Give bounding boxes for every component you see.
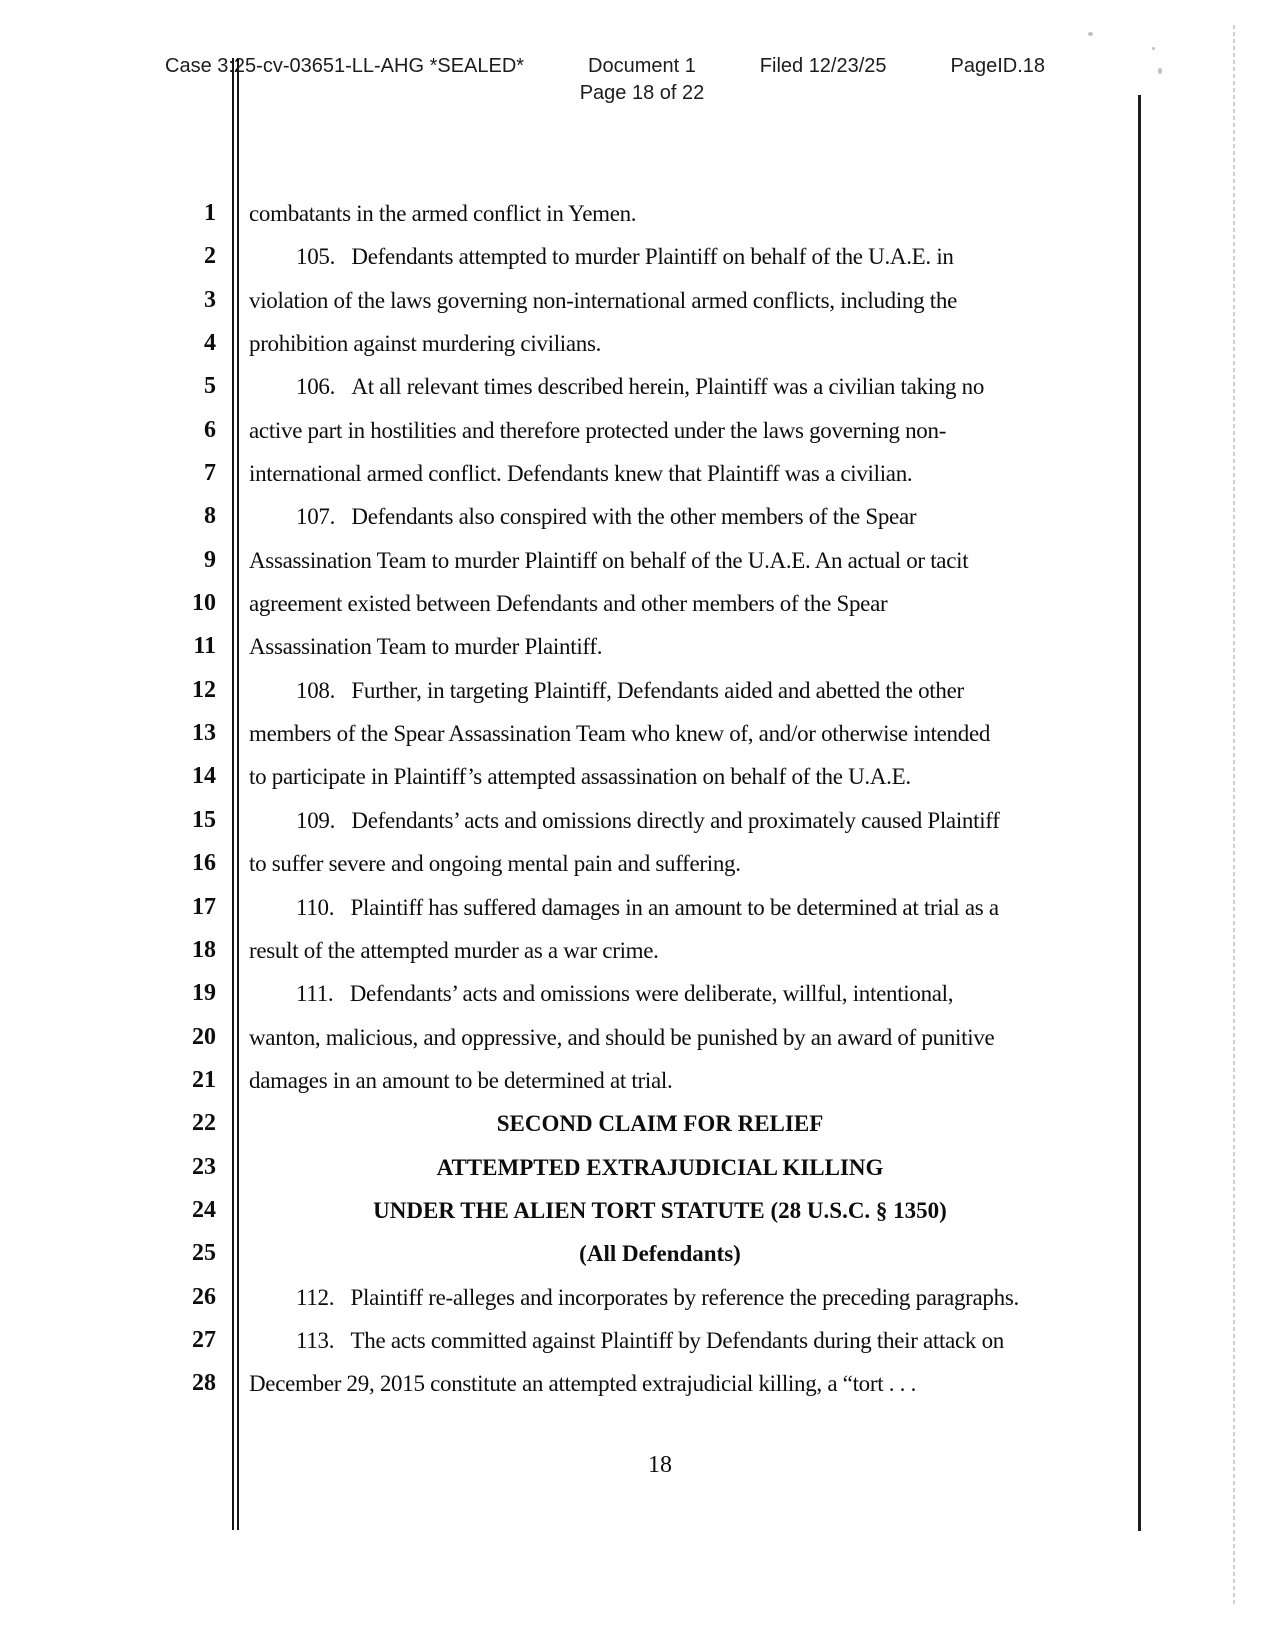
line-number: 5	[204, 373, 216, 400]
line-number: 28	[192, 1370, 216, 1397]
body-line: Assassination Team to murder Plaintiff on behalf of the U.A.E. An actual or tacit	[249, 547, 969, 573]
body-line: 110. Plaintiff has suffered damages in an amount to be determined at trial as a	[296, 894, 999, 920]
body-line: 108. Further, in targeting Plaintiff, Defendants aided and abetted the other	[296, 677, 964, 703]
line-number: 13	[192, 720, 216, 747]
line-number: 27	[192, 1326, 216, 1353]
page-number: 18	[648, 1452, 672, 1478]
body-line: damages in an amount to be determined at trial.	[249, 1067, 673, 1093]
body-line: 113. The acts committed against Plaintiff by Defendants during their attack on	[296, 1327, 1004, 1353]
page-of-label: Page 18 of 22	[579, 82, 705, 104]
body-line: agreement existed between Defendants and other members of the Spear	[249, 591, 888, 617]
line-number: 2	[204, 243, 216, 270]
line-number: 15	[192, 806, 216, 833]
body-line: active part in hostilities and therefore protected under the laws governing non-	[249, 417, 947, 443]
body-line: 107. Defendants also conspired with the other members of the Spear	[296, 504, 917, 530]
line-number: 25	[192, 1240, 216, 1267]
pleading-right-rule	[1138, 95, 1141, 1531]
body-line: 109. Defendants’ acts and omissions directly and proximately caused Plaintiff	[296, 807, 1000, 833]
line-number: 18	[192, 936, 216, 963]
scan-artifact-line	[1233, 25, 1235, 1605]
line-number-column	[148, 192, 216, 1406]
heading-line: (All Defendants)	[579, 1241, 741, 1267]
heading-line: ATTEMPTED EXTRAJUDICIAL KILLING	[436, 1154, 884, 1180]
line-number: 22	[192, 1110, 216, 1137]
line-number: 12	[192, 676, 216, 703]
line-number: 26	[192, 1283, 216, 1310]
line-number: 9	[204, 546, 216, 573]
line-number: 24	[192, 1196, 216, 1223]
scan-speck	[1158, 68, 1162, 74]
page-id: PageID.18	[950, 55, 1045, 77]
line-number: 17	[192, 893, 216, 920]
pleading-left-double-rule	[232, 58, 239, 1530]
line-number: 6	[204, 416, 216, 443]
filed-date: Filed 12/23/25	[759, 55, 887, 77]
body-line: result of the attempted murder as a war crime.	[249, 937, 659, 963]
body-line: Assassination Team to murder Plaintiff.	[249, 634, 603, 660]
line-number: 16	[192, 850, 216, 877]
body-line: wanton, malicious, and oppressive, and should be punished by an award of punitive	[249, 1024, 995, 1050]
body-line: December 29, 2015 constitute an attempted extrajudicial killing, a “tort . . .	[249, 1371, 917, 1397]
line-number: 11	[193, 633, 216, 660]
body-line: 105. Defendants attempted to murder Plaintiff on behalf of the U.A.E. in	[296, 244, 954, 270]
document-number: Document 1	[588, 55, 696, 77]
body-line: international armed conflict. Defendants knew that Plaintiff was a civilian.	[249, 461, 913, 487]
body-line: 111. Defendants’ acts and omissions were deliberate, willful, intentional,	[296, 981, 954, 1007]
body-line: to suffer severe and ongoing mental pain and suffering.	[249, 851, 741, 877]
line-number: 21	[192, 1066, 216, 1093]
body-line: 106. At all relevant times described herein, Plaintiff was a civilian taking no	[296, 374, 985, 400]
line-number: 8	[204, 503, 216, 530]
heading-line: SECOND CLAIM FOR RELIEF	[496, 1111, 824, 1137]
scan-speck	[1088, 32, 1093, 36]
body-line: violation of the laws governing non-international armed conflicts, including the	[249, 287, 957, 313]
heading-line: UNDER THE ALIEN TORT STATUTE (28 U.S.C. § 1350)	[373, 1197, 947, 1223]
line-number: 1	[204, 200, 216, 226]
line-number: 4	[204, 330, 216, 357]
case-number: Case 3:25-cv-03651-LL-AHG *SEALED*	[165, 55, 525, 77]
line-number: 23	[192, 1153, 216, 1180]
body-text-column	[249, 192, 1071, 1406]
body-line: prohibition against murdering civilians.	[249, 331, 602, 357]
line-number: 20	[192, 1023, 216, 1050]
body-line: 112. Plaintiff re-alleges and incorporates by reference the preceding paragraphs.	[296, 1284, 1019, 1310]
line-number: 19	[192, 980, 216, 1007]
line-number: 3	[204, 286, 216, 313]
line-number: 10	[192, 590, 216, 617]
body-line: members of the Spear Assassination Team who knew of, and/or otherwise intended	[249, 721, 991, 747]
scan-speck	[1152, 47, 1155, 50]
body-line: combatants in the armed conflict in Yemen.	[249, 201, 637, 226]
line-number: 7	[204, 460, 216, 487]
line-number: 14	[192, 763, 216, 790]
filing-stamp-header	[165, 55, 1045, 78]
body-line: to participate in Plaintiff’s attempted assassination on behalf of the U.A.E.	[249, 764, 911, 790]
